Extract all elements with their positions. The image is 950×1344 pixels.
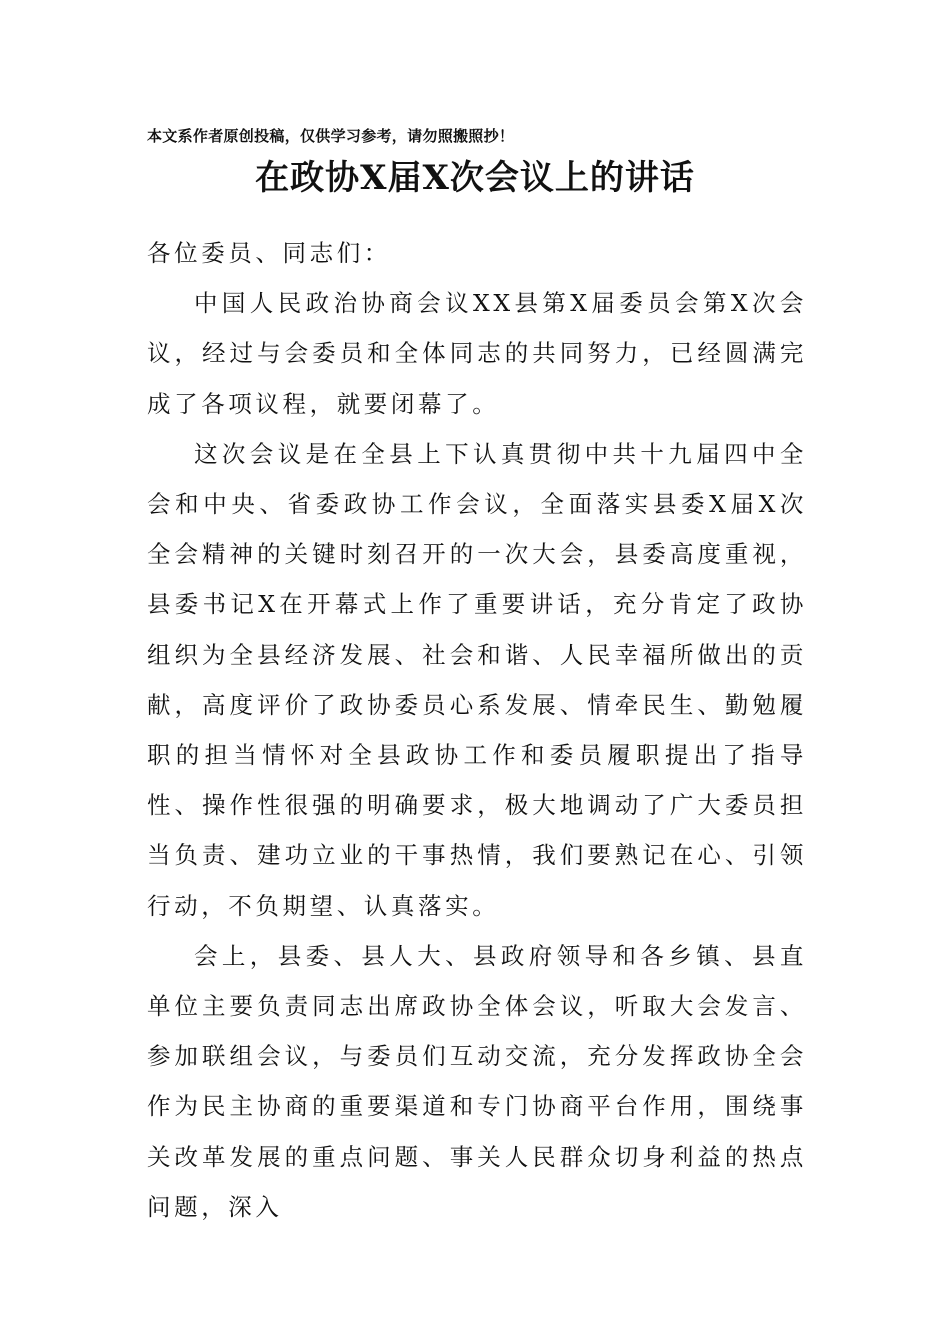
salutation: 各位委员、同志们： <box>147 239 391 267</box>
document-title: 在政协X届X次会议上的讲话 <box>255 158 695 198</box>
paragraph-3: 会上，县委、县人大、县政府领导和各乡镇、县直单位主要负责同志出席政协全体会议，听取大会发言、参加联组会议，与委员们互动交流，充分发挥政协全会作为民主协商的重要渠道和专门协商平台作用，围绕事关改革发展的重点问题、事关人民群众切身利益的热点问题，深入 <box>147 941 807 1221</box>
document-body <box>147 228 807 1232</box>
paragraph-2: 这次会议是在全县上下认真贯彻中共十九届四中全会和中央、省委政协工作会议，全面落实县委X届X次全会精神的关键时刻召开的一次大会，县委高度重视，县委书记X在开幕式上作了重要讲话，充分肯定了政协组织为全县经济发展、社会和谐、人民幸福所做出的贡献，高度评价了政协委员心系发展、情牵民生、勤勉履职的担当情怀对全县政协工作和委员履职提出了指导性、操作性很强的明确要求，极大地调动了广大委员担当负责、建功立业的干事热情，我们要熟记在心、引领行动，不负期望、认真落实。 <box>147 439 807 920</box>
paragraph-1: 中国人民政治协商会议XX县第X届委员会第X次会议，经过与会委员和全体同志的共同努力，已经圆满完成了各项议程，就要闭幕了。 <box>147 289 807 418</box>
copyright-notice: 本文系作者原创投稿，仅供学习参考，请勿照搬照抄！ <box>147 127 515 145</box>
